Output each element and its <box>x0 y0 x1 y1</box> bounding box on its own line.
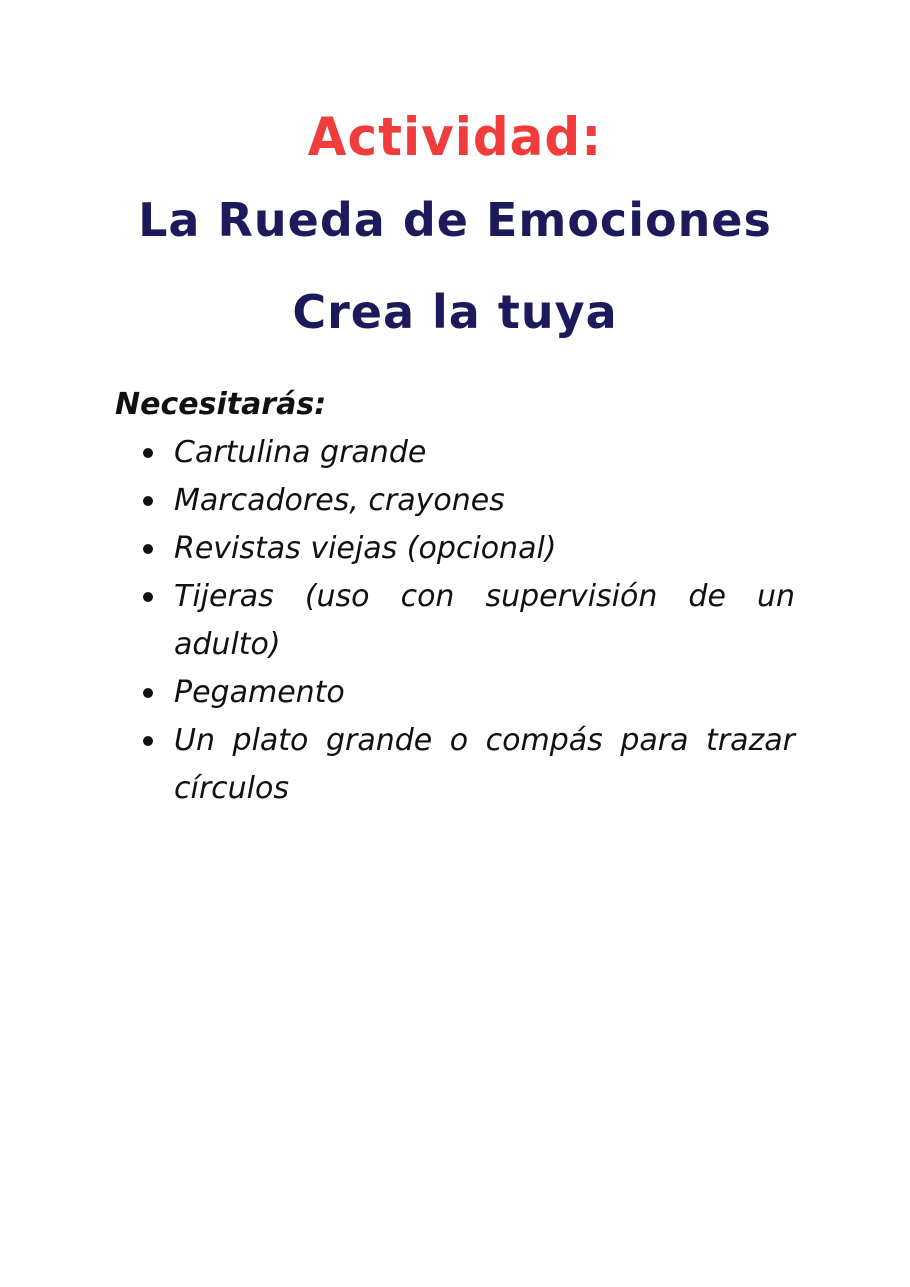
list-item-text: Marcadores, crayones <box>174 483 505 518</box>
bullet-icon <box>143 544 153 554</box>
list-item <box>174 669 795 717</box>
materials-list <box>115 429 795 813</box>
activity-title: La Rueda de Emociones <box>138 193 772 247</box>
title-block <box>0 100 910 358</box>
list-item <box>174 717 795 813</box>
activity-subtitle: Crea la tuya <box>292 285 618 339</box>
list-item-text: Revistas viejas (opcional) <box>174 531 557 566</box>
bullet-icon <box>143 592 153 602</box>
list-item <box>174 429 795 477</box>
list-item <box>174 477 795 525</box>
list-item-text: Pegamento <box>174 675 345 710</box>
list-item <box>174 573 795 669</box>
materials-section <box>115 383 795 813</box>
activity-label: Actividad: <box>307 106 603 168</box>
list-item-text: Cartulina grande <box>174 435 427 470</box>
bullet-icon <box>143 448 153 458</box>
bullet-icon <box>143 496 153 506</box>
bullet-icon <box>143 736 153 746</box>
list-item-text: Tijeras (uso con supervisión de un adulto) <box>174 579 795 662</box>
materials-heading: Necesitarás: <box>115 387 327 422</box>
list-item <box>174 525 795 573</box>
list-item-text: Un plato grande o compás para trazar círculos <box>174 723 795 806</box>
bullet-icon <box>143 688 153 698</box>
